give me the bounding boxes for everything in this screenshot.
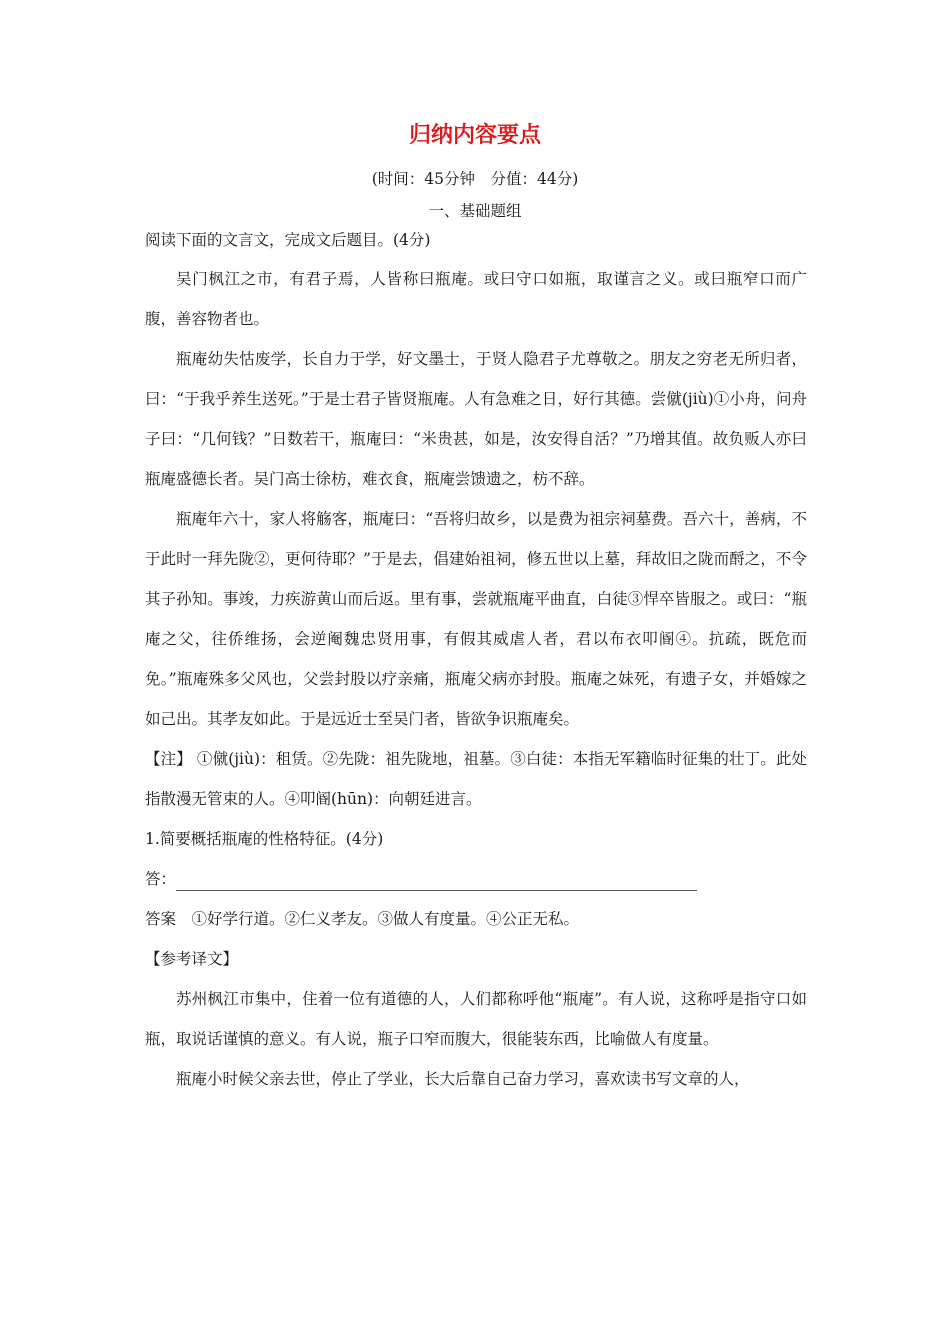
- footnotes: 【注】 ①僦(jiù)：租赁。②先陇：祖先陇地，祖墓。③白徒：本指无军籍临时征集的壮丁。此处指散漫无管束的人。④叩阍(hūn)：向朝廷进言。: [145, 750, 807, 808]
- passage-paragraph-3: 瓶庵年六十，家人将觞客，瓶庵曰：“吾将归故乡，以是费为祖宗祠墓费。吾六十，善病，不于此时一拜先陇②，更何待耶？”于是去，倡建始祖祠，修五世以上墓，拜故旧之陇而酹之，不令其子孙知。事竣，力疾游黄山而后返。里有事，尝就瓶庵平曲直，白徒③悍卒皆服之。或曰：“瓶庵之父，往侨维扬，会逆阉魏忠贤用事，有假其威虐人者，君以布衣叩阍④。抗疏，既危而免。”瓶庵殊多父风也，父尝封股以疗亲痛，瓶庵父病亦封股。瓶庵之妹死，有遗子女，并婚嫁之如己出。其孝友如此。于是远近士至吴门者，皆欲争识瓶庵矣。: [145, 510, 807, 728]
- translation-paragraph-2: 瓶庵小时候父亲去世，停止了学业，长大后靠自己奋力学习，喜欢读书写文章的人，: [176, 1070, 750, 1088]
- answer-line: [145, 859, 807, 899]
- page-title: 归纳内容要点: [408, 123, 541, 148]
- section-heading: 一、基础题组: [428, 202, 522, 220]
- document-body: [145, 221, 807, 1099]
- answer-label: 答：: [145, 870, 177, 888]
- answer-key: 答案 ①好学行道。②仁义孝友。③做人有度量。④公正无私。: [145, 910, 580, 928]
- answer-blank: [176, 864, 697, 891]
- question-1: 1.简要概括瓶庵的性格特征。(4分): [145, 830, 384, 848]
- reading-instruction: 阅读下面的文言文，完成文后题目。(4分): [145, 231, 431, 249]
- passage-paragraph-2: 瓶庵幼失怙废学，长自力于学，好文墨士，于贤人隐君子尤尊敬之。朋友之穷老无所归者，曰：“于我乎养生送死。”于是士君子皆贤瓶庵。人有急难之日，好行其德。尝僦(jiù)①小舟，问舟子曰：“几何钱？”日数若干，瓶庵曰：“米贵甚，如是，汝安得自活？”乃增其值。故负贩人亦曰瓶庵盛德长者。吴门高士徐枋，难衣食，瓶庵尝馈遗之，枋不辞。: [145, 350, 807, 488]
- reference-translation-heading: 【参考译文】: [145, 950, 239, 968]
- passage-paragraph-1: 吴门枫江之市，有君子焉，人皆称曰瓶庵。或曰守口如瓶，取谨言之义。或曰瓶窄口而广腹，善容物者也。: [145, 270, 807, 328]
- time-score-info: (时间：45分钟 分值：44分): [371, 170, 579, 188]
- translation-paragraph-1: 苏州枫江市集中，住着一位有道德的人，人们都称呼他“瓶庵”。有人说，这称呼是指守口如瓶，取说话谨慎的意义。有人说，瓶子口窄而腹大，很能装东西，比喻做人有度量。: [145, 990, 807, 1048]
